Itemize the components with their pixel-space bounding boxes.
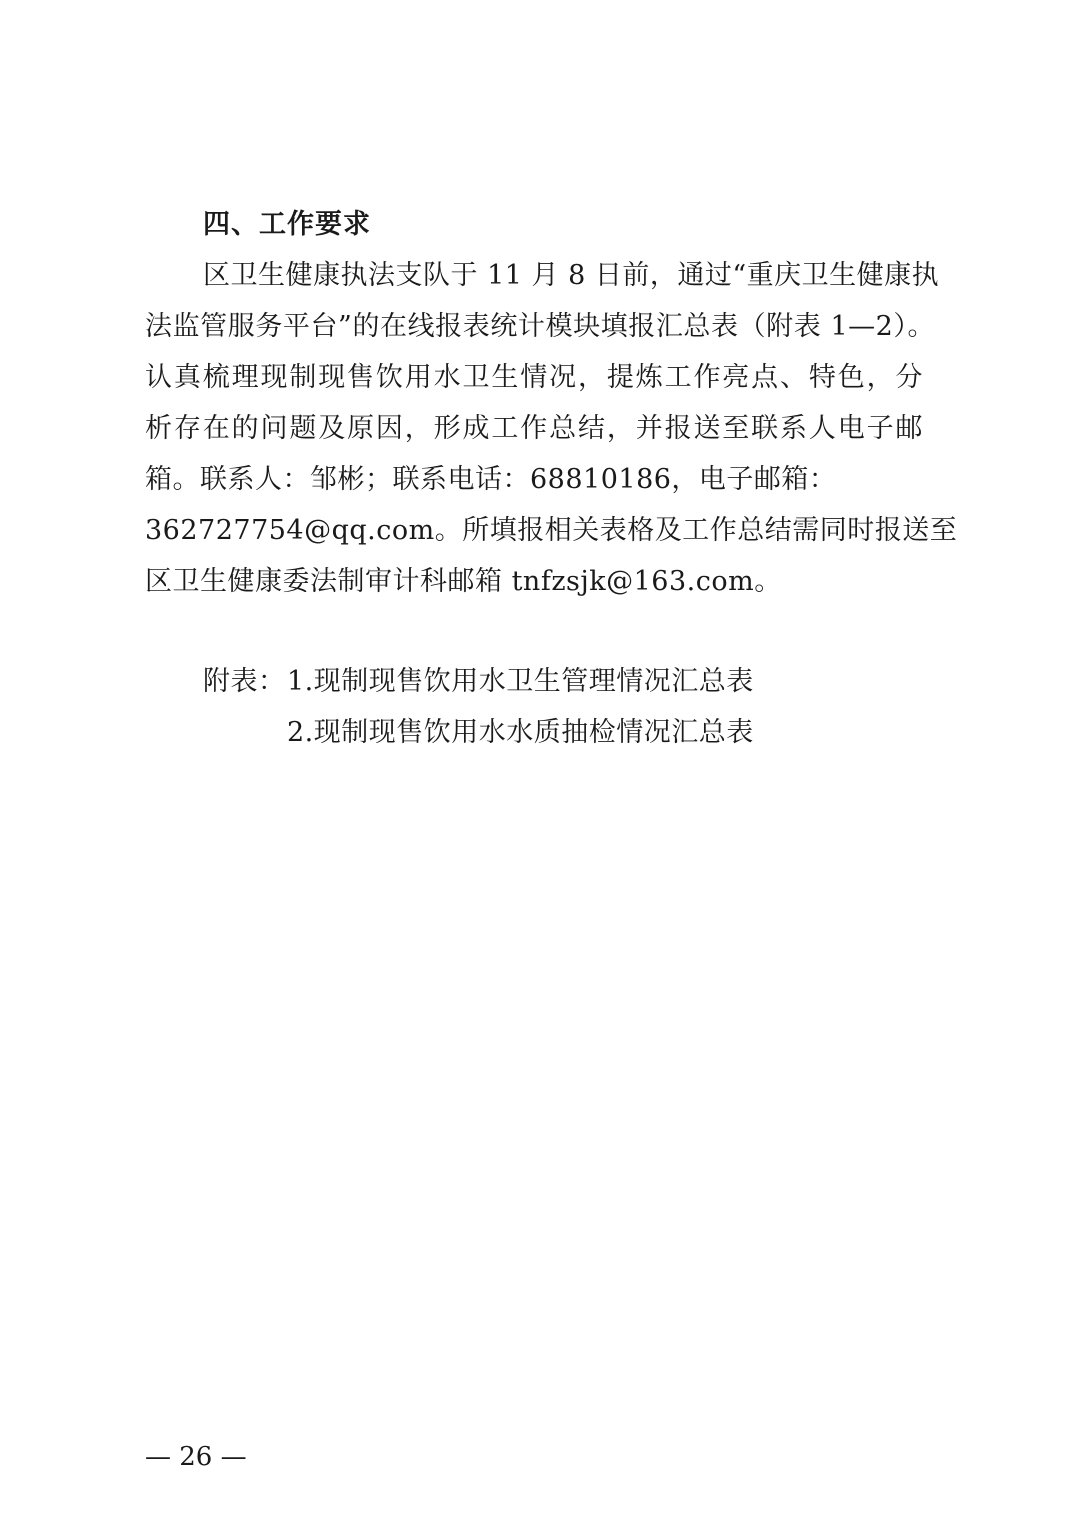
body-line-4: 析存在的问题及原因，形成工作总结，并报送至联系人电子邮	[145, 413, 923, 444]
body-line-1: 区卫生健康执法支队于 11 月 8 日前，通过“重庆卫生健康执	[203, 260, 940, 291]
body-line-6: 362727754@qq.com。所填报相关表格及工作总结需同时报送至	[145, 515, 958, 546]
attachment-item-1: 1.现制现售饮用水卫生管理情况汇总表	[287, 666, 754, 697]
attachments-label: 附表：	[203, 666, 286, 697]
page-number: — 26 —	[145, 1442, 247, 1472]
body-line-7: 区卫生健康委法制审计科邮箱 tnfzsjk@163.com。	[145, 566, 782, 597]
body-line-3: 认真梳理现制现售饮用水卫生情况，提炼工作亮点、特色，分	[145, 362, 923, 393]
section-heading: 四、工作要求	[203, 209, 371, 240]
attachment-item-2: 2.现制现售饮用水水质抽检情况汇总表	[287, 717, 754, 748]
body-line-5: 箱。联系人：邹彬；联系电话：68810186，电子邮箱：	[145, 464, 837, 495]
body-line-2: 法监管服务平台”的在线报表统计模块填报汇总表（附表 1—2）。	[145, 311, 935, 342]
